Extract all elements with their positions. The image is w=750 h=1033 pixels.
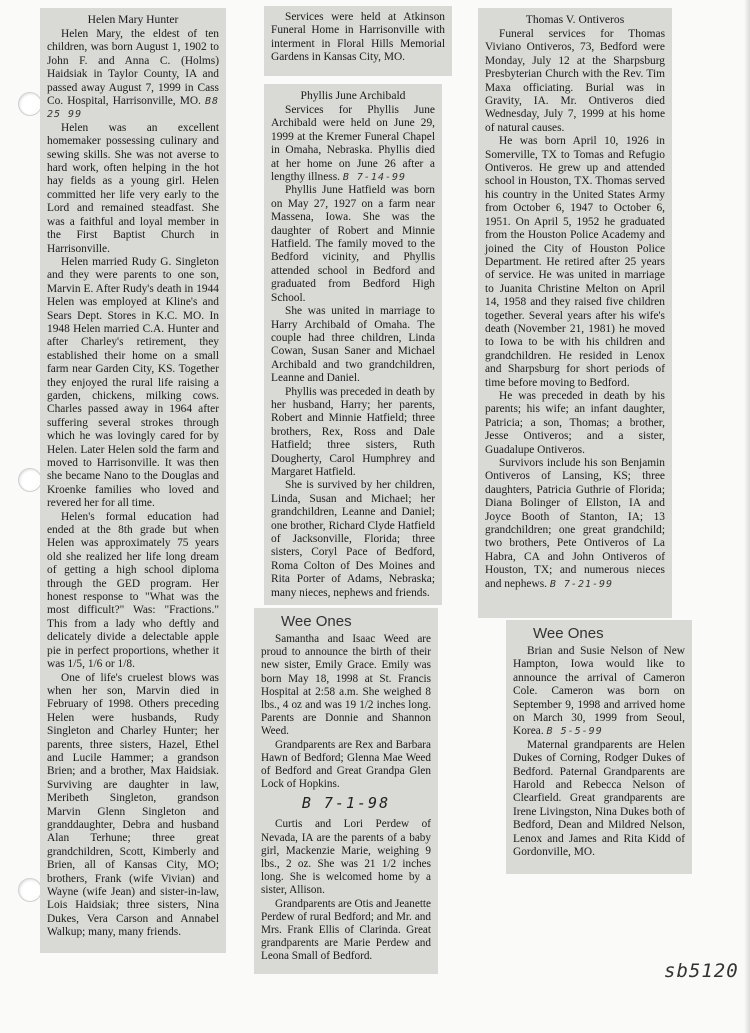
binder-hole-bottom [18,878,42,902]
hunter-paragraph-5: One of life's cruelest blows was when her son, Marvin died in February of 1998. Others preceding Helen were husbands, Rudy Singleton and Charley Hunter; her parents, three sisters, Hazel, Ethel and Lucile Hammer; a grandson Brien; and a brother, Max Haidsiak. Surviving are daughter in law, Meribeth Singleton, grandson Marvin Glenn Singleton and granddaughter, Debra and husband Alan Terhune; three great grandchildren, Scott, Kimberly and Brien, all of Kansas City, MO; brothers, Frank (wife Vivian) and Wayne (wife Jean) and sister-in-law, Lois Haidsiak; three sisters, Nina Dukes, Vera Carson and Annabel Walkup; many, many friends. [47,671,219,939]
wee-ones-heading-1: Wee Ones [281,613,352,630]
hunter-title: Helen Mary Hunter [87,13,179,26]
archibald-date-mark: B 7-14-99 [342,172,407,184]
archibald-paragraph-3: She was united in marriage to Harry Archibald of Omaha. The couple had three children, Linda Cowan, Susan Saner and Michael Archibald and two grandchildren, Leanne and Daniel. [271,305,435,385]
archibald-paragraph-4: Phyllis was preceded in death by her husband, Harry; her parents, Robert and Minnie Hatfield; three brothers, Rex, Ross and Dale Hatfield; three sisters, Ruth Dougherty, Carol Humphrey and Margaret Hatfield. [271,385,435,478]
hunter-paragraph-1: Helen Mary, the eldest of ten children, was born August 1, 1902 to John F. and Anna C. (Holms) Haidsiak in Taylor County, IA and passed away August 7, 1999 in Cass Co. Hospital, Harrisonville, MO. B8 25 99 [47,28,219,121]
ontiveros-title: Thomas V. Ontiveros [525,13,625,26]
page-edge-shadow [744,0,750,1033]
clipping-wee-ones-births [254,608,438,974]
clipping-hunter-services [264,6,452,76]
binder-hole-middle [18,468,42,492]
ontiveros-date-mark: B 7-21-99 [549,578,614,590]
hunter-paragraph-4: Helen's formal education had ended at the 8th grade but when Helen was approximately 75 years old she realized her life long dream of getting a high school diploma through the GED program. Her honest response to "What was the most difficult?" Was: "Fractions." This from a lady who deftly and delicately divide a delectable apple pie in perfect proportions, whether it was 1/5, 1/6 or 1/8. [47,510,219,671]
wee1-paragraph-2: Grandparents are Rex and Barbara Hawn of Bedford; Glenna Mae Weed of Bedford and Great Grandpa Glen Lock of Hopkins. [261,738,431,791]
wee-ones-heading-2: Wee Ones [533,625,604,642]
wee2-paragraph-2: Maternal grandparents are Helen Dukes of Corning, Rodger Dukes of Bedford. Paternal Grandparents are Harold and Rebecca Nelson of Clearfield. Great grandparents are Irene Livingston, Nina Dukes both of Bedford, Dean and Mildred Nelson, Lenox and James and Rita Kidd of Gordonville, MO. [513,738,685,859]
hunter-paragraph-3: Helen married Rudy G. Singleton and they were parents to one son, Marvin E. After Rudy's death in 1944 Helen was employed at Kline's and Sears Dept. Stores in K.C. MO. In 1948 Helen married C.A. Hunter and after Charley's retirement, they established their home on a small farm near Garden City, KS. Together they enjoyed the rural life raising a garden, chickens, milking cows. Charles passed away in 1964 after suffering several strokes through which he was lovingly cared for by Helen. Later Helen sold the farm and moved to Harrisonville. It was then she became Nano to the Douglas and Kroenke families who loved and revered her for all time. [47,255,219,510]
wee2-date-mark: B 5-5-99 [546,726,603,738]
clipping-archibald-obituary [264,84,442,605]
clipping-ontiveros-obituary [478,8,672,618]
wee1-date-mark: B 7-1-98 [301,794,391,813]
archibald-paragraph-5: She is survived by her children, Linda, Susan and Michael; her grandchildren, Leanne and Daniel; one brother, Richard Clyde Hatfield of Jacksonville, Florida; three sisters, Coryl Pace of Bedford, Roma Colton of Des Moines and Rita Porter of Adams, Nebraska; many nieces, nephews and friends. [271,479,435,599]
wee1-paragraph-4: Grandparents are Otis and Jeanette Perdew of rural Bedford; and Mr. and Mrs. Frank Ellis of Clarinda. Great grandparents are Marie Perdew and Leona Small of Bedford. [261,897,431,963]
hunter-date-mark: B8 25 99 [47,96,219,121]
clipping-wee-ones-adoption [506,620,692,874]
ontiveros-paragraph-2: He was born April 10, 1926 in Somerville, TX to Tomas and Refugio Ontiveros. He grew up and attended school in Houston, TX. Thomas served his country in the United States Army from October 6, 1947 to October 6, 1951. On April 5, 1952 he graduated from the Houston Police Academy and joined the City of Houston Police Department. He retired after 25 years of service. He was united in marriage to Juanita Christine Melton on April 14, 1958 and they raised five children together. Several years after his wife's death (November 21, 1981) he moved to Iowa to be with his children and grandchildren. He resided in Lenox and Sharpsburg for short periods of time before moving to Bedford. [485,135,665,389]
wee2-paragraph-1: Brian and Susie Nelson of New Hampton, Iowa would like to announce the arrival of Cameron Cole. Cameron was born on September 9, 1998 and arrived home on March 30, 1999 from Seoul, Korea. B 5-5-99 [513,645,685,738]
wee1-paragraph-1: Samantha and Isaac Weed are proud to announce the birth of their new sister, Emily Grace. Emily was born May 18, 1998 at St. Francis Hospital at 2:58 a.m. She weighed 8 lbs., 4 oz and was 19 1/2 inches long. Parents are Donnie and Shannon Weed. [261,633,431,738]
archibald-title: Phyllis June Archibald [300,89,406,102]
clipping-hunter-obituary [40,8,226,953]
page-number-mark: sb5120 [664,960,739,982]
ontiveros-paragraph-4: Survivors include his son Benjamin Ontiveros of Lansing, KS; three daughters, Patricia Guthrie of Florida; Diana Bolinger of Ellston, IA and Joyce Booth of Stanton, IA; 13 grandchildren; one great grandchild; two brothers, Pete Ontiveros of La Habra, CA and John Ontiveros of Houston, TX; and numerous nieces and nephews. B 7-21-99 [485,457,665,590]
ontiveros-paragraph-3: He was preceded in death by his parents; his wife; an infant daughter, Patricia; a son, Thomas; a brother, Jesse Ontiveros; and a sister, Guadalupe Ontiveros. [485,389,665,456]
binder-hole-top [18,92,42,116]
ontiveros-paragraph-1: Funeral services for Thomas Viviano Ontiveros, 73, Bedford were Monday, July 12 at the Sharpsburg Presbyterian Church with the Rev. Tim Maxa officiating. Burial was in Gravity, IA. Mr. Ontiveros died Wednesday, July 7, 1999 at his home of natural causes. [485,28,665,134]
hunter-paragraph-2: Helen was an excellent homemaker possessing culinary and sewing skills. She was not averse to hard work, often helping in the hot hay fields as a young girl. Helen committed her life very early to the Lord and remained steadfast. She was a faithful and loyal member in the First Baptist Church in Harrisonville. [47,121,219,255]
wee1-paragraph-3: Curtis and Lori Perdew of Nevada, IA are the parents of a baby girl, Mackenzie Marie, weighing 9 lbs., 2 oz. She was 21 1/2 inches long. She is welcomed home by a sister, Allison. [261,818,431,897]
services-paragraph: Services were held at Atkinson Funeral Home in Harrisonville with interment in Floral Hills Memorial Gardens in Kansas City, MO. [271,11,445,64]
archibald-paragraph-1: Services for Phyllis June Archibald were held on June 29, 1999 at the Kremer Funeral Chapel in Omaha, Nebraska. Phyllis died at her home on June 26 after a lengthy illness. B 7-14-99 [271,104,435,184]
archibald-paragraph-2: Phyllis June Hatfield was born on May 27, 1927 on a farm near Massena, Iowa. She was the daughter of Robert and Minnie Hatfield. The family moved to the Bedford vicinity, and Phyllis attended school in Bedford and graduated from Bedford High School. [271,184,435,304]
